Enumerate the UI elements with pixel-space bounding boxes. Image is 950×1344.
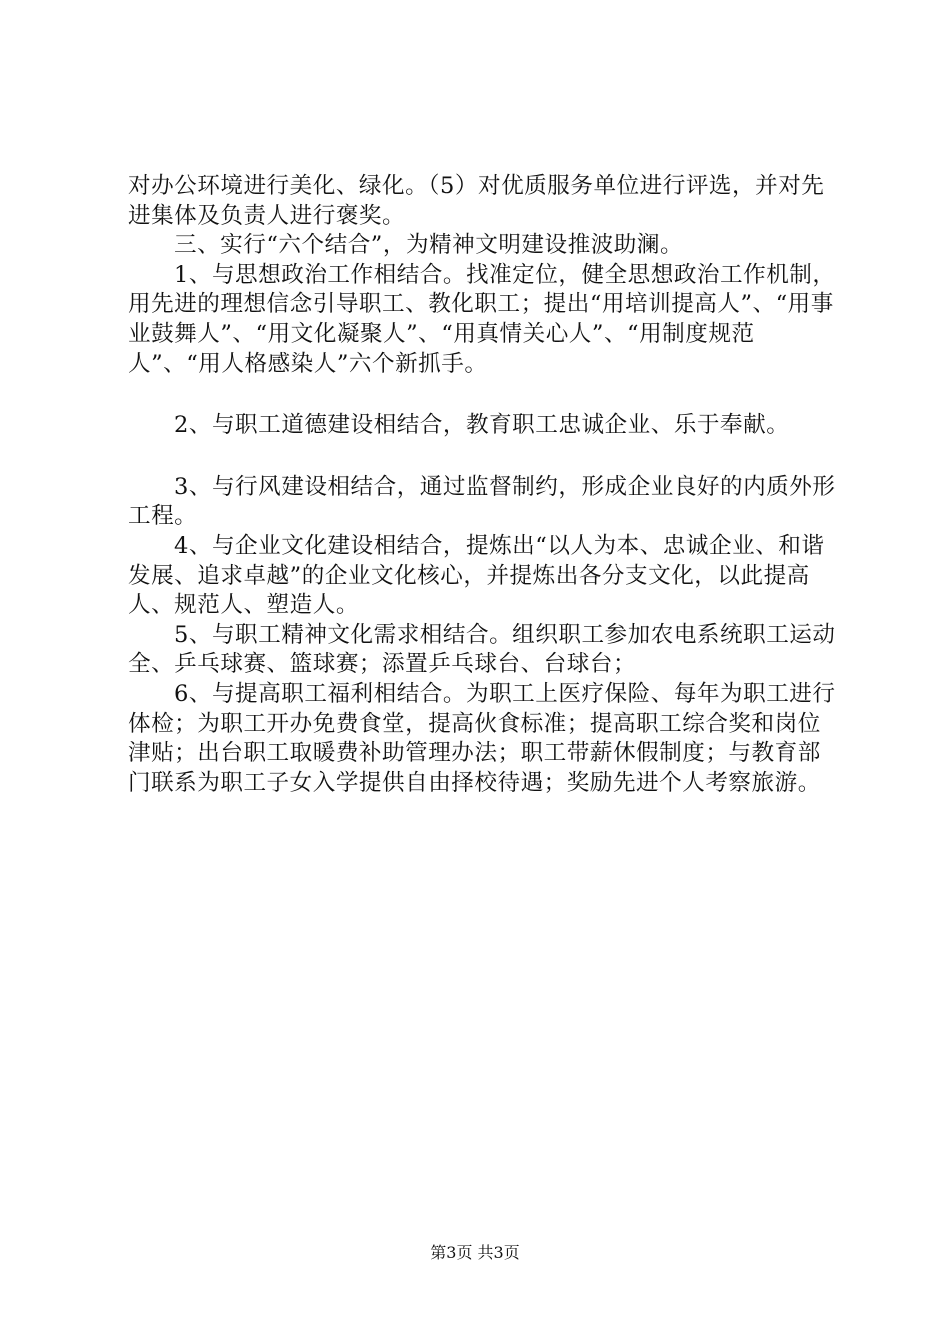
- page-number-footer: 第3页 共3页: [430, 1243, 520, 1262]
- document-body: [128, 172, 840, 798]
- paragraph-item-5: 5、与职工精神文化需求相结合。组织职工参加农电系统职工运动全、乒乓球赛、篮球赛；添置乒乓球台、台球台；: [128, 621, 836, 678]
- paragraph-item-4: 4、与企业文化建设相结合，提炼出“以人为本、忠诚企业、和谐发展、追求卓越”的企业文化核心，并提炼出各分支文化，以此提高人、规范人、塑造人。: [128, 532, 825, 619]
- paragraph-item-3: 3、与行风建设相结合，通过监督制约，形成企业良好的内质外形工程。: [128, 473, 836, 530]
- paragraph-continuation: 对办公环境进行美化、绿化。（5）对优质服务单位进行评选，并对先进集体及负责人进行褒奖。: [128, 173, 825, 229]
- paragraph-item-1: 1、与思想政治工作相结合。找准定位，健全思想政治工作机制，用先进的理想信念引导职工、教化职工；提出“用培训提高人”、“用事业鼓舞人”、“用文化凝聚人”、“用真情关心人”、“用制度规范人”、“用人格感染人”六个新抓手。: [128, 261, 836, 377]
- section-heading: 三、实行“六个结合”，为精神文明建设推波助澜。: [174, 232, 684, 259]
- paragraph-item-2: 2、与职工道德建设相结合，教育职工忠诚企业、乐于奉献。: [174, 412, 790, 439]
- paragraph-item-6: 6、与提高职工福利相结合。为职工上医疗保险、每年为职工进行体检；为职工开办免费食堂，提高伙食标准；提高职工综合奖和岗位津贴；出台职工取暖费补助管理办法；职工带薪休假制度；与教育部门联系为职工子女入学提供自由择校待遇；奖励先进个人考察旅游。: [128, 680, 836, 796]
